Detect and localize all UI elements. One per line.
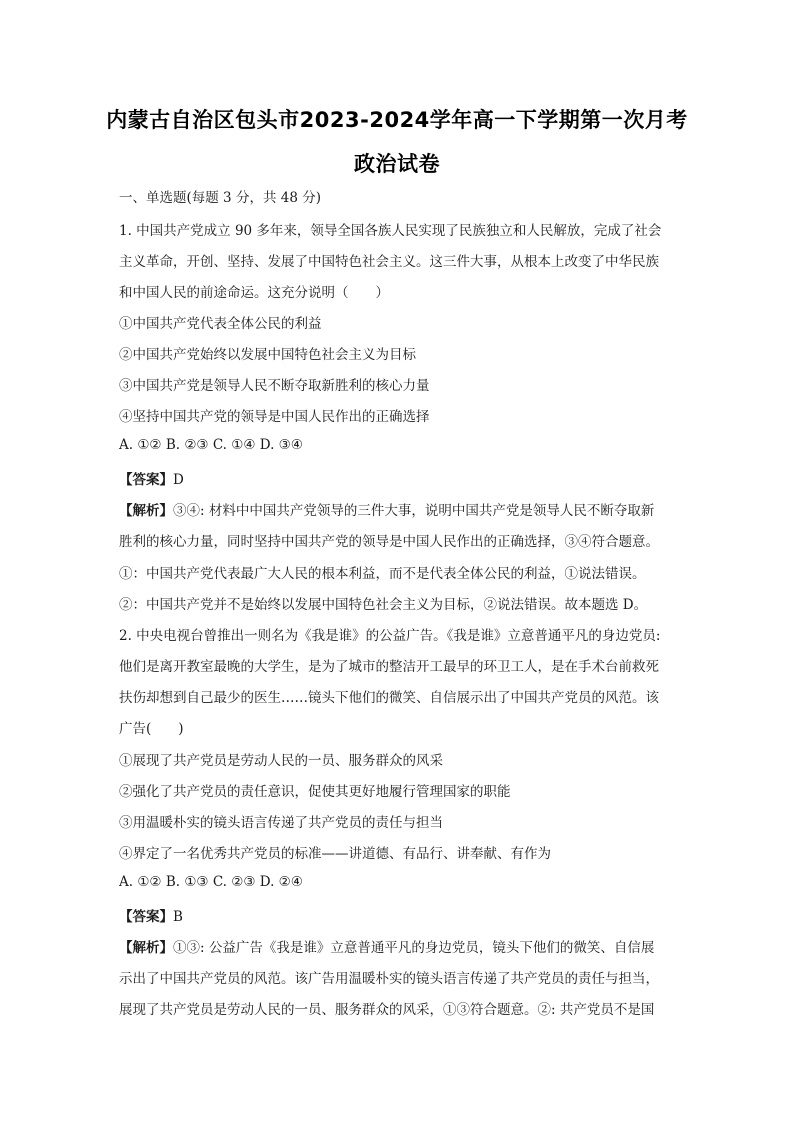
q1-statement: ①中国共产党代表全体公民的利益 [119, 316, 322, 332]
answer-label: 【答案】 [119, 909, 173, 925]
analysis-label: 【解析】 [119, 503, 173, 519]
answer-label: 【答案】 [119, 472, 173, 488]
q2-answer [119, 905, 183, 925]
q2-stem-line: 2. 中央电视台曾推出一则名为《我是谁》的公益广告。《我是谁》立意普通平凡的身边党员: [119, 628, 661, 644]
q1-analysis-line: ②：中国共产党并不是始终以发展中国特色社会主义为目标，②说法错误。故本题选 D。 [119, 597, 648, 613]
q1-statement: ③中国共产党是领导人民不断夺取新胜利的核心力量 [119, 378, 430, 394]
exam-subtitle: 政治试卷 [354, 152, 440, 176]
q1-stem-line: 和中国人民的前途命运。这充分说明（ ） [119, 285, 389, 301]
q1-stem-line: 主义革命，开创、坚持、发展了中国特色社会主义。这三件大事，从根本上改变了中华民族 [119, 254, 659, 270]
q2-statement: ④界定了一名优秀共产党员的标准——讲道德、有品行、讲奉献、有作为 [119, 846, 551, 862]
q2-options: A. ①② B. ①③ C. ②③ D. ②④ [119, 874, 303, 890]
q1-stem-line: 1. 中国共产党成立 90 多年来，领导全国各族人民实现了民族独立和人民解放，完成了社会 [119, 223, 662, 239]
q1-answer [119, 468, 184, 488]
q2-analysis-line: 展现了共产党员是劳动人民的一员、服务群众的风采，①③符合题意。②: 共产党员不是国 [119, 1002, 655, 1018]
q1-statement: ②中国共产党始终以发展中国特色社会主义为目标 [119, 347, 416, 363]
analysis-text: ①③: 公益广告《我是谁》立意普通平凡的身边党员，镜头下他们的微笑、自信展 [173, 940, 655, 956]
q2-statement: ②强化了共产党员的责任意识，促使其更好地履行管理国家的职能 [119, 784, 511, 800]
answer-value: B [173, 909, 183, 925]
q1-analysis-line: 胜利的核心力量，同时坚持中国共产党的领导是中国人民作出的正确选择，③④符合题意。 [119, 534, 659, 550]
q2-analysis-line [119, 936, 654, 956]
q2-stem-line: 广告( ) [119, 721, 184, 737]
section-heading: 一、单选题(每题 3 分，共 48 分) [119, 190, 321, 206]
analysis-text: ③④: 材料中中国共产党领导的三件大事，说明中国共产党是领导人民不断夺取新 [173, 503, 655, 519]
q2-stem-line: 扶伤却想到自己最少的医生……镜头下他们的微笑、自信展示出了中国共产党员的风范。该 [119, 690, 659, 706]
q2-statement: ①展现了共产党员是劳动人民的一员、服务群众的风采 [119, 753, 443, 769]
q2-stem-line: 他们是离开教室最晚的大学生，是为了城市的整洁开工最早的环卫工人，是在手术台前救死 [119, 659, 659, 675]
exam-title: 内蒙古自治区包头市2023-2024学年高一下学期第一次月考 [106, 108, 688, 132]
answer-value: D [173, 472, 184, 488]
q1-analysis-line [119, 499, 654, 519]
q1-options: A. ①② B. ②③ C. ①④ D. ③④ [119, 437, 303, 453]
q1-analysis-line: ①：中国共产党代表最广大人民的根本利益，而不是代表全体公民的利益，①说法错误。 [119, 566, 646, 582]
q2-statement: ③用温暖朴实的镜头语言传递了共产党员的责任与担当 [119, 815, 443, 831]
q1-statement: ④坚持中国共产党的领导是中国人民作出的正确选择 [119, 409, 430, 425]
q2-analysis-line: 示出了中国共产党员的风范。该广告用温暖朴实的镜头语言传递了共产党员的责任与担当， [119, 971, 659, 987]
analysis-label: 【解析】 [119, 940, 173, 956]
